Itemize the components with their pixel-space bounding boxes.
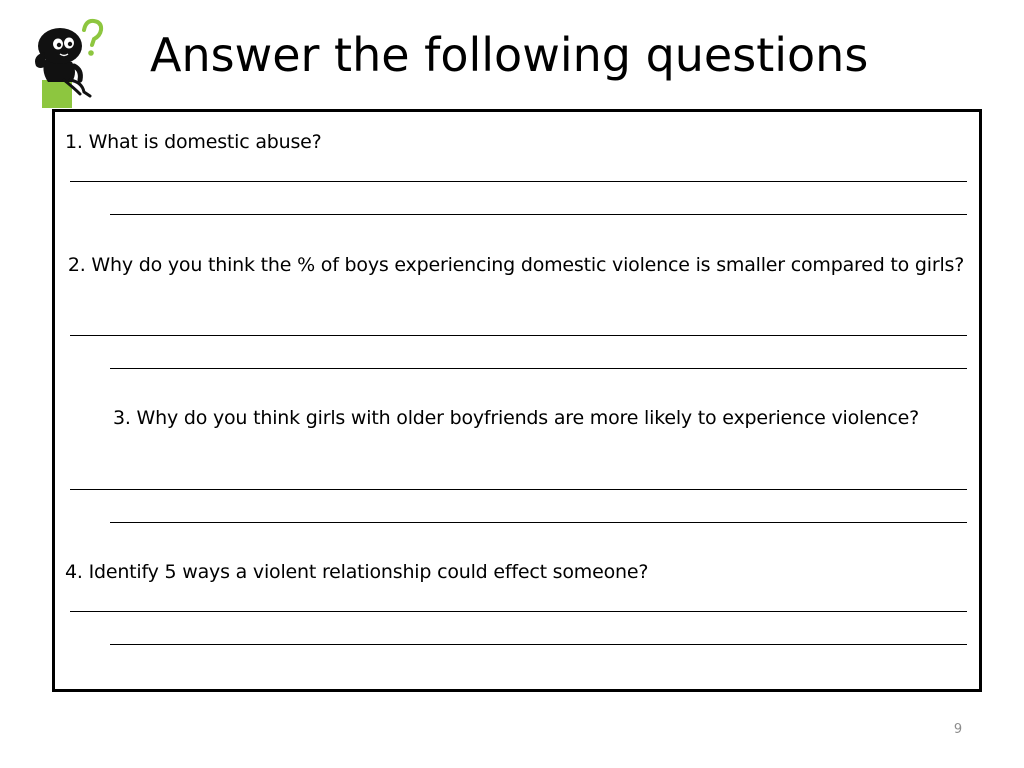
question-2: 2. Why do you think the % of boys experiencing domestic violence is smaller compared to girls? [67,254,965,276]
answer-line[interactable] [110,644,967,645]
worksheet-box [52,109,982,692]
thinking-character-icon [24,18,114,110]
question-3: 3. Why do you think girls with older boyfriends are more likely to experience violence? [112,407,920,429]
slide-title: Answer the following questions [150,28,869,82]
answer-line[interactable] [110,522,967,523]
page-number: 9 [953,722,963,737]
answer-line[interactable] [70,181,967,182]
answer-line[interactable] [70,611,967,612]
answer-line[interactable] [110,214,967,215]
question-1: 1. What is domestic abuse? [65,131,322,153]
question-4: 4. Identify 5 ways a violent relationship could effect someone? [65,561,649,583]
answer-line[interactable] [70,489,967,490]
answer-line[interactable] [70,335,967,336]
logo-question-mark [84,21,101,45]
answer-line[interactable] [110,368,967,369]
